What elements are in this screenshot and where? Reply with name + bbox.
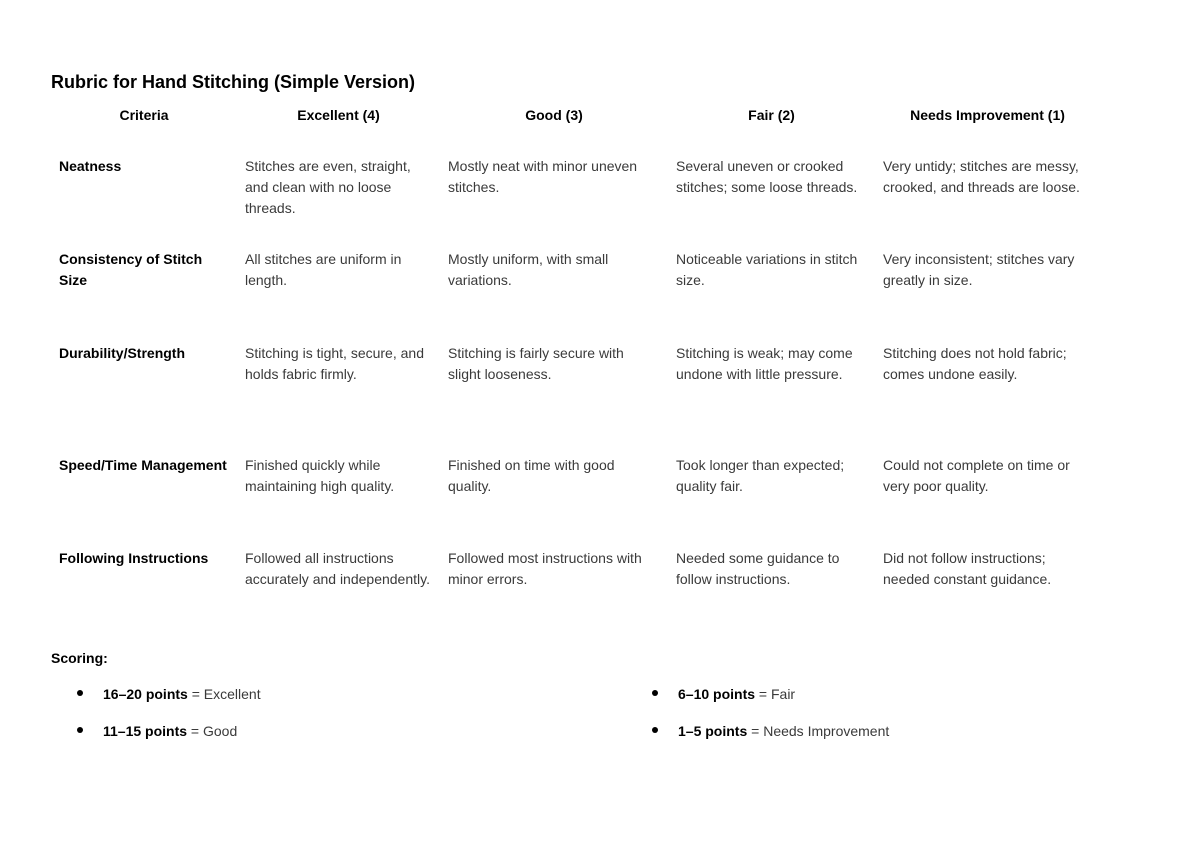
header-fair: Fair (2) (748, 107, 795, 123)
score-range: 16–20 points (103, 686, 188, 702)
criteria-cell: Durability/Strength (59, 345, 186, 361)
needs-improvement-cell: Stitching does not hold fabric; comes undone easily. (883, 345, 1067, 382)
excellent-cell: Finished quickly while maintaining high quality. (245, 457, 395, 494)
score-range: 6–10 points (678, 686, 756, 702)
good-cell: Followed most instructions with minor errors. (448, 550, 642, 587)
criteria-cell: Consistency of Stitch Size (59, 251, 203, 288)
criteria-cell: Neatness (59, 158, 122, 174)
header-good: Good (3) (525, 107, 583, 123)
needs-improvement-cell: Could not complete on time or very poor quality. (883, 457, 1070, 494)
excellent-cell: Stitching is tight, secure, and holds fabric firmly. (245, 345, 424, 382)
bullet-icon (652, 690, 658, 696)
bullet-icon (77, 727, 83, 733)
scoring-list-right (652, 685, 889, 759)
fair-cell: Noticeable variations in stitch size. (676, 251, 858, 288)
score-result: = Needs Improvement (747, 723, 890, 739)
scoring-heading: Scoring: (51, 650, 108, 666)
header-needs-improvement: Needs Improvement (1) (910, 107, 1065, 123)
rubric-table (51, 104, 1100, 620)
fair-cell: Several uneven or crooked stitches; some loose threads. (676, 158, 858, 195)
list-item (652, 685, 889, 722)
table-row (51, 343, 1100, 455)
header-criteria: Criteria (119, 107, 169, 123)
bullet-icon (77, 690, 83, 696)
list-item (77, 685, 261, 722)
table-row (51, 156, 1100, 249)
page-title: Rubric for Hand Stitching (Simple Version) (51, 72, 416, 92)
needs-improvement-cell: Did not follow instructions; needed constant guidance. (883, 550, 1052, 587)
score-range: 11–15 points (103, 723, 188, 739)
good-cell: Finished on time with good quality. (448, 457, 615, 494)
excellent-cell: Followed all instructions accurately and independently. (245, 550, 430, 587)
table-row (51, 249, 1100, 343)
good-cell: Mostly neat with minor uneven stitches. (448, 158, 638, 195)
score-result: = Excellent (187, 686, 261, 702)
table-header-row (51, 104, 1100, 126)
needs-improvement-cell: Very untidy; stitches are messy, crooked, and threads are loose. (883, 158, 1080, 195)
good-cell: Stitching is fairly secure with slight looseness. (448, 345, 624, 382)
fair-cell: Took longer than expected; quality fair. (676, 457, 845, 494)
score-result: = Fair (755, 686, 796, 702)
good-cell: Mostly uniform, with small variations. (448, 251, 609, 288)
bullet-icon (652, 727, 658, 733)
criteria-cell: Following Instructions (59, 550, 209, 566)
fair-cell: Stitching is weak; may come undone with little pressure. (676, 345, 853, 382)
fair-cell: Needed some guidance to follow instructions. (676, 550, 840, 587)
score-range: 1–5 points (678, 723, 748, 739)
excellent-cell: Stitches are even, straight, and clean with no loose threads. (245, 158, 411, 216)
score-result: = Good (187, 723, 238, 739)
list-item (77, 722, 261, 759)
excellent-cell: All stitches are uniform in length. (245, 251, 402, 288)
header-excellent: Excellent (4) (297, 107, 380, 123)
list-item (652, 722, 889, 759)
table-row (51, 548, 1100, 620)
needs-improvement-cell: Very inconsistent; stitches vary greatly in size. (883, 251, 1075, 288)
table-row (51, 455, 1100, 548)
scoring-list-left (77, 685, 261, 759)
criteria-cell: Speed/Time Management (59, 457, 227, 473)
